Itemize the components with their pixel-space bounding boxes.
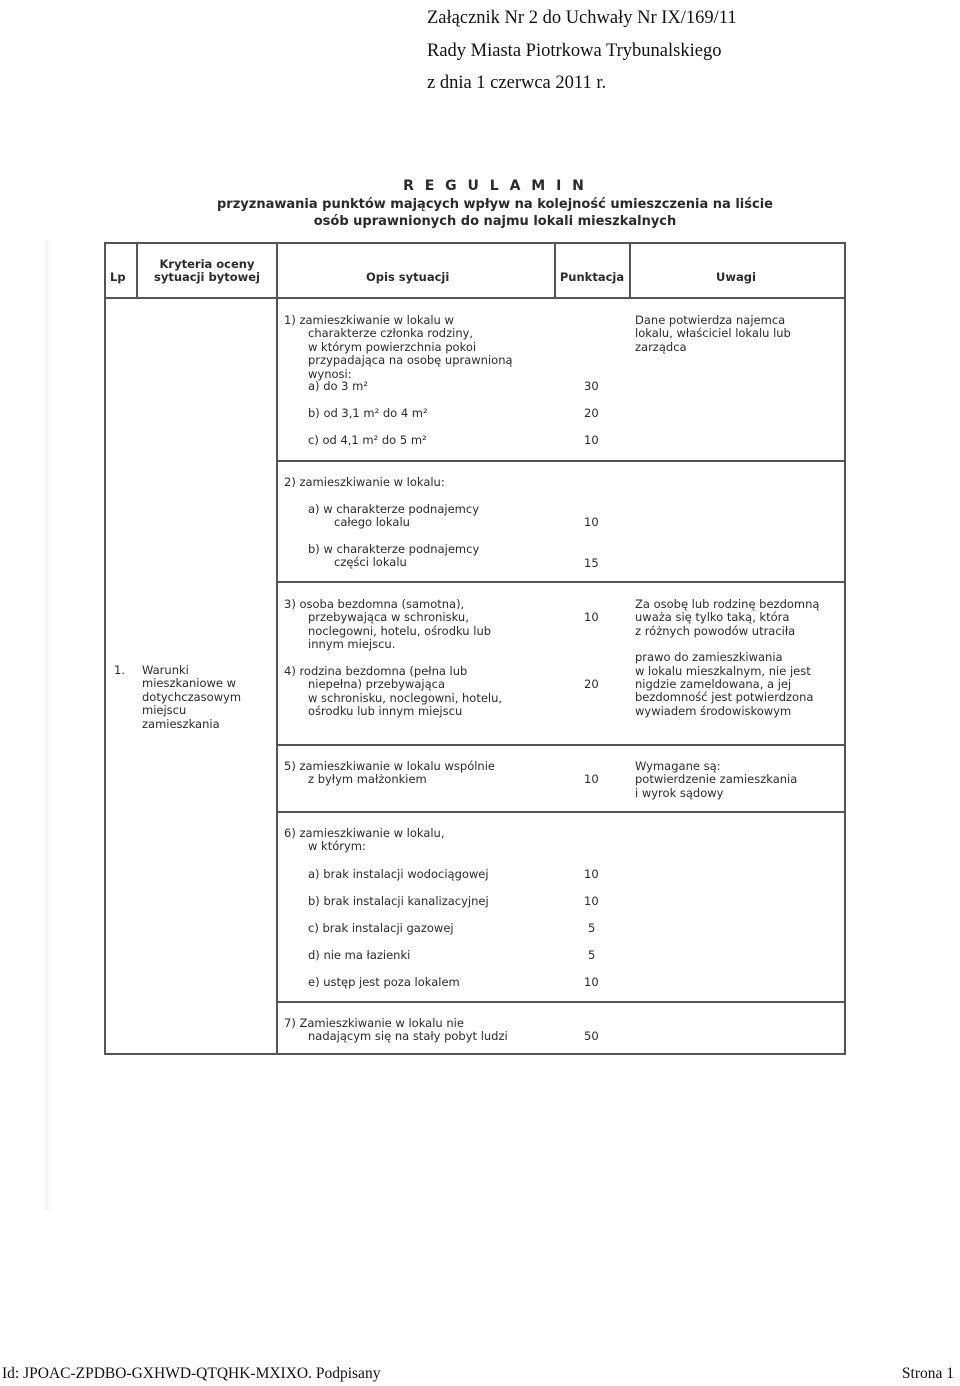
row-lp: 1.: [114, 663, 125, 677]
s2-intro: 2) zamieszkiwanie w lokalu:: [284, 475, 445, 489]
col-divider-opis: [554, 244, 556, 298]
s6-option-c: c) brak instalacji gazowej: [308, 921, 454, 935]
header-punktacja: Punktacja: [559, 270, 625, 284]
s3-remark-line: bezdomność jest potwierdzona: [635, 690, 814, 705]
section-5-text: [284, 760, 495, 787]
s4-points: 20: [584, 677, 599, 691]
s6-points-a: 10: [584, 867, 599, 881]
document-header: [427, 2, 737, 100]
s3-remarks: [635, 598, 819, 718]
s3-remark-line: nigdzie zameldowana, a jej: [635, 677, 792, 692]
s3-remark-line: Za osobę lub rodzinę bezdomną: [635, 597, 820, 611]
s2-a-line: a) w charakterze podnajemcy: [308, 502, 479, 516]
s3-remark-line: prawo do zamieszkiwania: [635, 650, 783, 665]
s7-line: 7) Zamieszkiwanie w lokalu nie: [284, 1016, 464, 1030]
s1-option-a: a) do 3 m²: [308, 379, 368, 393]
s3-line: innym miejscu.: [308, 637, 396, 652]
s6-points-d: 5: [588, 948, 596, 962]
s2-b-line: części lokalu: [334, 555, 407, 570]
row-divider-1: [276, 460, 844, 462]
document-id: Id: JPOAC-ZPDBO-GXHWD-QTQHK-MXIXO. Podpisany: [2, 1365, 381, 1382]
s6-line: 6) zamieszkiwanie w lokalu,: [284, 826, 445, 840]
criterion-line-3: dotychczasowym: [142, 689, 242, 704]
s4-line: ośrodku lub innym miejscu: [308, 704, 463, 719]
s5-line: z byłym małżonkiem: [308, 772, 427, 787]
col-divider-kryteria: [276, 244, 278, 1053]
s1-line: przypadająca na osobę uprawnioną: [308, 353, 513, 368]
s1-points-c: 10: [584, 433, 599, 447]
s1-option-b: b) od 3,1 m² do 4 m²: [308, 406, 428, 420]
s1-line: charakterze członka rodziny,: [308, 326, 474, 341]
section-4-text: [284, 665, 502, 719]
regulamin-title: R E G U L A M I N: [403, 178, 587, 194]
header-kryteria-line1: Kryteria oceny: [159, 257, 255, 271]
s3-remark-line: wywiadem środowiskowym: [635, 703, 792, 718]
s1-remark-line: Dane potwierdza najemca: [635, 313, 786, 327]
s5-remark-line: i wyrok sądowy: [635, 785, 724, 800]
s7-points: 50: [584, 1029, 599, 1043]
criterion-text: [142, 664, 241, 731]
scan-edge-shadow: [45, 240, 53, 1210]
header-uwagi: Uwagi: [716, 270, 756, 284]
header-kryteria-line2: sytuacji bytowej: [154, 270, 260, 285]
header-opis: Opis sytuacji: [366, 270, 450, 284]
s3-remark-line: w lokalu mieszkalnym, nie jest: [635, 663, 811, 678]
s3-remark-line: z różnych powodów utraciła: [635, 623, 796, 638]
criterion-line-2: mieszkaniowe w: [142, 676, 237, 691]
page-number: Strona 1: [901, 1365, 954, 1382]
s2-option-a: [308, 503, 479, 530]
s5-remarks: [635, 760, 797, 800]
section-1-text: [284, 314, 513, 381]
s4-line: w schronisku, noclegowni, hotelu,: [308, 690, 503, 705]
row-divider-6: [276, 1001, 844, 1003]
s6-option-a: a) brak instalacji wodociągowej: [308, 867, 489, 881]
col-divider-lp: [136, 244, 138, 298]
s4-line: 4) rodzina bezdomna (pełna lub: [284, 664, 468, 678]
criterion-line-5: zamieszkania: [142, 716, 220, 731]
s4-line: niepełna) przebywająca: [308, 677, 445, 692]
subtitle-line-2: osób uprawnionych do najmu lokali mieszkalnych: [313, 214, 677, 229]
header-row-divider: [106, 297, 844, 299]
s2-points-a: 10: [584, 515, 599, 529]
s6-points-c: 5: [588, 921, 596, 935]
s2-option-b: [308, 543, 479, 570]
s6-option-d: d) nie ma łazienki: [308, 948, 411, 962]
s5-points: 10: [584, 772, 599, 786]
s5-remark-line: Wymagane są:: [635, 759, 721, 773]
row-divider-5: [276, 811, 844, 813]
header-line-date: z dnia 1 czerwca 2011 r.: [427, 73, 607, 93]
section-6-text: [284, 827, 445, 854]
criteria-table: [104, 242, 846, 1055]
s6-points-e: 10: [584, 975, 599, 989]
s6-line: w którym:: [308, 839, 366, 854]
s3-line: 3) osoba bezdomna (samotna),: [284, 597, 465, 611]
row-divider-3: [276, 744, 844, 746]
s6-points-b: 10: [584, 894, 599, 908]
header-line-council: Rady Miasta Piotrkowa Trybunalskiego: [427, 40, 722, 61]
section-7-text: [284, 1017, 508, 1044]
subtitle-line-1: przyznawania punktów mających wpływ na kolejność umieszczenia na liście: [217, 197, 773, 212]
s1-points-b: 20: [584, 406, 599, 420]
s5-remark-line: potwierdzenie zamieszkania: [635, 772, 798, 787]
s2-points-b: 15: [584, 556, 599, 570]
s1-remark-line: zarządca: [635, 339, 687, 354]
s1-remark-line: lokalu, właściciel lokalu lub: [635, 326, 791, 341]
criterion-line-4: miejscu: [142, 703, 187, 718]
section-3-text: [284, 598, 491, 652]
s2-b-line: b) w charakterze podnajemcy: [308, 542, 480, 556]
s1-line: wynosi:: [308, 366, 352, 381]
col-divider-punktacja: [629, 244, 631, 298]
regulamin-subtitle: [0, 196, 960, 230]
header-line-attachment: Załącznik Nr 2 do Uchwały Nr IX/169/11: [427, 8, 737, 28]
row-divider-2: [276, 581, 844, 583]
header-lp: Lp: [110, 270, 126, 284]
s1-points-a: 30: [584, 379, 599, 393]
s5-line: 5) zamieszkiwanie w lokalu wspólnie: [284, 759, 495, 773]
s6-option-e: e) ustęp jest poza lokalem: [308, 975, 460, 989]
s1-line: 1) zamieszkiwanie w lokalu w: [284, 313, 454, 327]
s3-line: noclegowni, hotelu, ośrodku lub: [308, 623, 492, 638]
s6-option-b: b) brak instalacji kanalizacyjnej: [308, 894, 489, 908]
s3-line: przebywająca w schronisku,: [308, 610, 469, 625]
criterion-line-1: Warunki: [142, 663, 189, 677]
header-kryteria: [146, 258, 268, 285]
s7-line: nadającym się na stały pobyt ludzi: [308, 1029, 508, 1044]
s2-a-line: całego lokalu: [334, 515, 410, 530]
s3-points: 10: [584, 610, 599, 624]
s1-option-c: c) od 4,1 m² do 5 m²: [308, 433, 427, 447]
s1-line: w którym powierzchnia pokoi: [308, 339, 477, 354]
s3-remark-line: uważa się tylko taką, która: [635, 610, 790, 625]
s1-remarks: [635, 314, 791, 354]
